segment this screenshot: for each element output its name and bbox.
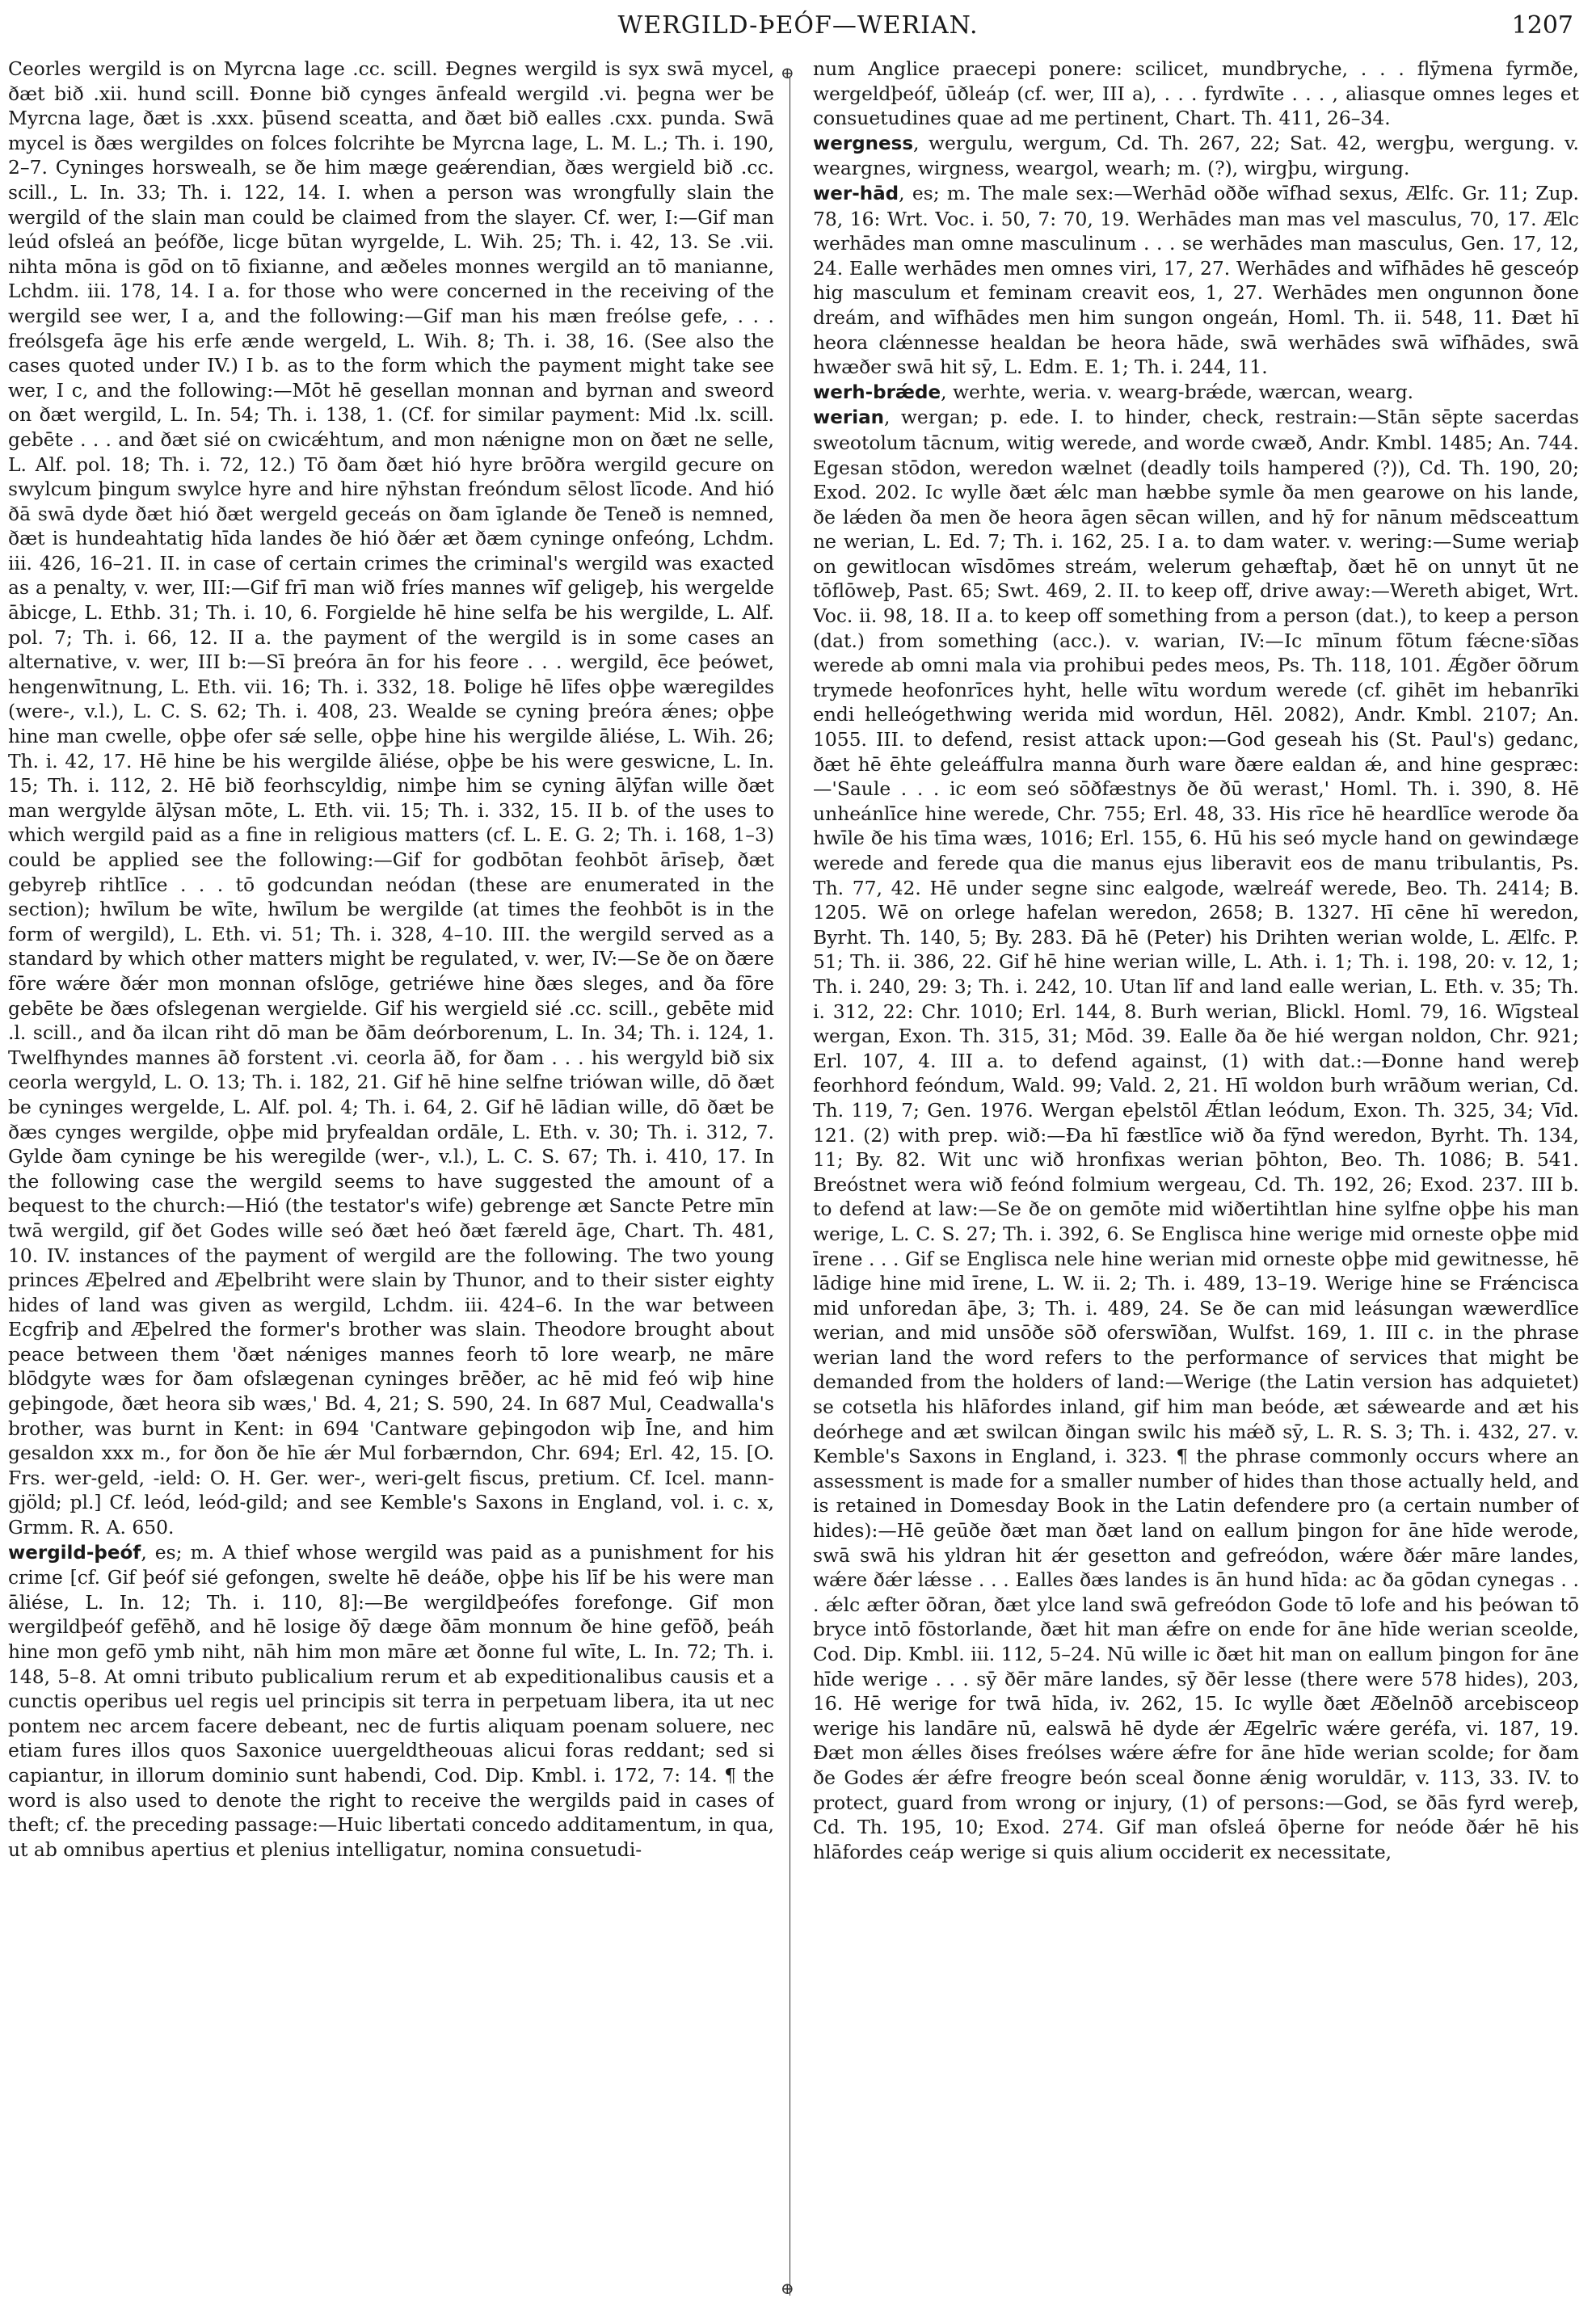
entry-werh-braede — [813, 380, 1579, 406]
headword: werh-brǽde — [813, 381, 941, 403]
entry-text: Ceorles wergild is on Myrcna lage .cc. scill. Ðegnes wergild is syx swā mycel, ðæt bið .xii. hund scill. Ðonne bið cynges ānfeald wergild .vi. þegna wer be Myrcna lage, ðæt is .xxx. þūsend sceatta, and ðæt bið ealles .cxx. punda. Swā mycel is ðæs wergildes on folces folcrihte be Myrcna lage, L. M. L.; Th. i. 190, 2–7. Cyninges horswealh, se ðe him mæge geǽrendian, ðæs wergield bið .cc. scill., L. In. 33; Th. i. 122, 14. I. when a person was wrongfully slain the wergild of the slain man could be claimed from the slayer. Cf. wer, I:—Gif man leúd ofsleá an þeófðe, licge būtan wyrgelde, L. Wih. 25; Th. i. 42, 13. Se .vii. nihta mōna is gōd on tō fixianne, and æðeles monnes wergild an tō manianne, Lchdm. iii. 178, 14. I a. for those who were concerned in the receiving of the wergild see wer, I a, and the following:—Gif man his mæn freólse gefe, . . . freólsgefa āge his erfe ænde wergeld, L. Wih. 8; Th. i. 38, 16. (See also the cases quoted under IV.) I b. as to the form which the payment might take see wer, I c, and the following:—Mōt hē gesellan monnan and byrnan and sweord on ðæt wergild, L. In. 54; Th. i. 138, 1. (Cf. for similar payment: Mid .lx. scill. gebēte . . . and ðæt sié on cwicǽhtum, and mon nǽnigne mon on ðæt ne selle, L. Alf. pol. 18; Th. i. 72, 12.) Tō ðam ðæt hió hyre brōðra wergild gecure on swylcum þingum swylce hyre and hire nȳhstan freóndum sēlost līcode. And hió ðā swā dyde ðæt hió ðæt wergeld geceás on ðam īglande ðe Teneð is nemned, ðæt is hundeahtatig hīda landes ðe hió ðǽr æt ðæm cyninge onfeóng, Lchdm. iii. 426, 16–21. II. in case of certain crimes the criminal's wergild was exacted as a penalty, v. wer, III:—Gif frī man wið fríes mannes wīf geligeþ, his wergelde ābicge, L. Ethb. 31; Th. i. 10, 6. Forgielde hē hine selfa be his wergilde, L. Alf. pol. 7; Th. i. 66, 12. II a. the payment of the wergild is in some cases an alternative, v. wer, III b:—Sī þreóra ān for his feore . . . wergild, ēce þeówet, hengenwītnung, L. Eth. vii. 16; Th. i. 332, 18. Þolige hē līfes oþþe wæregildes (were-, v.l.), L. C. S. 62; Th. i. 408, 23. Wealde se cyning þreóra ǽnes; oþþe hine man cwelle, oþþe ofer sǽ selle, oþþe hine his wergilde āliése, L. Wih. 26; Th. i. 42, 17. Hē hine be his wergilde āliése, oþþe be his were geswicne, L. In. 15; Th. i. 112, 2. Hē bið feorhscyldig, nimþe him se cyning ālȳfan wille ðæt man wergylde ālȳsan mōte, L. Eth. vii. 15; Th. i. 332, 15. II b. of the uses to which wergild paid as a fine in religious matters (cf. L. E. G. 2; Th. i. 168, 1–3) could be applied see the following:—Gif for godbōtan feohbōt ārīseþ, ðæt gebyreþ rihtlīce . . . tō godcundan neódan (these are enumerated in the section); hwīlum be wīte, hwīlum be wergilde (at times the feohbōt is in the form of wergild), L. Eth. vi. 51; Th. i. 328, 4–10. III. the wergild served as a standard by which other matters might be regulated, v. wer, IV:—Se ðe on ðære fōre wǽre ðǽr mon monnan ofslōge, getriéwe hine ðæs sleges, and ða fōre gebēte be ðæs ofslegenan wergielde. Gif his wergield sié .cc. scill., gebēte mid .l. scill., and ða ilcan riht dō man be ðām deórborenum, L. In. 34; Th. i. 124, 1. Twelfhyndes mannes āð forstent .vi. ceorla āð, for ðam . . . his wergyld bið six ceorla wergyld, L. O. 13; Th. i. 182, 21. Gif hē hine selfne triówan wille, dō ðæt be cyninges wergelde, L. Alf. pol. 4; Th. i. 64, 2. Gif hē lādian wille, dō ðæt be ðæs cynges wergilde, oþþe mid þryfealdan ordāle, L. Eth. v. 30; Th. i. 312, 7. Gylde ðam cyninge be his weregilde (wer-, v.l.), L. C. S. 67; Th. i. 410, 17. In the following case the wergild seems to have suggested the amount of a bequest to the church:—Hió (the testator's wife) gebrenge æt Sancte Petre mīn twā wergild, gif ðet Godes wille seó ðæt heó ðæt færeld āge, Chart. Th. 481, 10. IV. instances of the payment of wergild are the following. The two young princes Æþelred and Æþelbriht were slain by Thunor, and to their sister eighty hides of land was given as wergild, Lchdm. iii. 424–6. In the war between Ecgfriþ and Æþelred the former's brother was slain. Theodore brought about peace between them 'ðæt nǽniges mannes feorh tō lore wearþ, ne māre blōdgyte wæs for ðam ofslægenan cyninges brēðer, ac hē mid feó wiþ hine geþingode, ðæt heora sib wæs,' Bd. 4, 21; S. 590, 24. In 687 Mul, Ceadwalla's brother, was burnt in Kent: in 694 'Cantware geþingodon wiþ Īne, and him gesaldon xxx m., for ðon ðe hīe ǽr Mul forbærndon, Chr. 694; Erl. 42, 15. [O. Frs. wer-geld, -ield: O. H. Ger. wer-, weri-gelt fiscus, pretium. Cf. Icel. mann-gjöld; pl.] Cf. leód, leód-gild; and see Kemble's Saxons in England, vol. i. c. x, Grmm. R. A. 650. — [8, 57, 774, 1539]
column-ornament-bottom: ⊕ — [781, 2279, 794, 2298]
left-column — [8, 57, 774, 2295]
entry-wergild-theof — [8, 1540, 774, 1863]
entry-continued-latin — [813, 57, 1579, 131]
entry-text: , es; m. A thief whose wergild was paid as a punishment for his crime [cf. Gif þeóf sié gefongen, swelte hē deáðe, oþþe his līf be his were man āliése, L. In. 12; Th. i. 110, 8]:—Be wergildþeófes forefonge. Gif mon wergildþeóf gefēhð, and hē losige ðȳ dæge ðām monnum ðe hine gefōð, þeáh hine mon gefō ymb niht, nāh him mon māre æt ðonne ful wīte, L. In. 72; Th. i. 148, 5–8. At omni tributo publicalium rerum et ab expeditionalibus causis et a cunctis operibus uel regis uel principis sit terra in perpetuam libera, ita ut nec pontem nec arcem facere debeant, nec de furtis aliquam poenam soluere, nec etiam fures illos quos Saxonice uuergeldtheouas alicui foras reddant; sed si capiantur, in illorum dominio sunt habendi, Cod. Dip. Kmbl. i. 172, 7: 14. ¶ the word is also used to denote the right to receive the wergilds paid in cases of theft; cf. the preceding passage:—Huic libertati concedo additamentum, in qua, ut ab omnibus apertius et plenius intelligatur, nomina consuetudi- — [8, 1540, 774, 1861]
entry-wergness — [813, 131, 1579, 181]
entry-text: , werhte, weria. v. wearg-brǽde, wærcan, wearg. — [941, 380, 1414, 403]
running-head — [0, 10, 1596, 45]
entry-werian — [813, 405, 1579, 1864]
column-ornament-top: ⊕ — [781, 63, 794, 82]
entry-text: num Anglice praecepi ponere: scilicet, mundbryche, . . . flȳmena fyrmðe, wergeldþeóf, ūðleáp (cf. wer, III a), . . . fyrdwīte . . . , aliasque omnes leges et consuetudines quae ad me pertinent, Chart. Th. 411, 26–34. — [813, 57, 1579, 130]
entry-text: , wergan; p. ede. I. to hinder, check, restrain:—Stān sēpte sacerdas sweotolum tācnum, witig werede, and worde cwæð, Andr. Kmbl. 1485; An. 744. Egesan stōdon, weredon wælnet (deadly toils hampered (?)), Cd. Th. 190, 20; Exod. 202. Ic wylle ðæt ǽlc man hæbbe symle ða men gearowe on his lande, ðe lǽden ða men ðe heora āgen sēcan willen, and hȳ for nānum mēdsceattum ne werian, L. Ed. 7; Th. i. 162, 25. I a. to dam water. v. wering:—Sume weriaþ on gewitlocan wīsdōmes streám, welerum gehæftaþ, ðæt hē on unnyt ūt ne tōflōweþ, Past. 65; Swt. 469, 2. II. to keep off, drive away:—Wereth abiget, Wrt. Voc. ii. 98, 18. II a. to keep off something from a person (dat.), to keep a person (dat.) from something (acc.). v. warian, IV:—Ic mīnum fōtum fǽcne·sīðas werede ab omni mala via prohibui pedes meos, Ps. Th. 118, 101. Ǽgðer ōðrum trymede heofonrīces hyht, helle wītu wordum werede (cf. gihēt im hebanrīki endi helleógethwing werida mid wordun, Hēl. 2082), Andr. Kmbl. 2107; An. 1055. III. to defend, resist attack upon:—God geseah his (St. Paul's) gedanc, ðæt hē ēhte geleáffulra manna ðurh ware ðære ealdan ǽ, and hine gespræc:—'Saule . . . ic eom seó sōðfæstnys ðe ðū werast,' Homl. Th. i. 390, 8. Hē unheánlīce hine werede, Chr. 755; Erl. 48, 33. His rīce hē heardlīce werode ða hwīle ðe his tīma wæs, 1016; Erl. 155, 6. Hū his seó mycle hand on gewindæge werede and ferede qua die manus ejus liberavit eos de manu tribulantis, Ps. Th. 77, 42. Hē under segne sinc ealgode, wælreáf werede, Beo. Th. 2414; B. 1205. Wē on orlege hafelan weredon, 2658; B. 1327. Hī cēne hī weredon, Byrht. Th. 140, 5; By. 283. Ðā hē (Peter) his Drihten werian wolde, L. Ælfc. P. 51; Th. ii. 386, 22. Gif hē hine werian wille, L. Ath. i. 1; Th. i. 198, 20: v. 12, 1; Th. i. 240, 29: 3; Th. i. 242, 10. Utan līf and land ealle werian, L. Eth. v. 35; Th. i. 312, 22: Chr. 1010; Erl. 144, 8. Burh werian, Blickl. Homl. 79, 16. Wīgsteal wergan, Exon. Th. 315, 31; Mōd. 39. Ealle ða ðe hié wergan noldon, Chr. 921; Erl. 107, 4. III a. to defend against, (1) with dat.:—Ðonne hand wereþ feorhhord feóndum, Wald. 99; Vald. 2, 21. Hī woldon burh wrāðum werian, Cd. Th. 119, 7; Gen. 1976. Wergan eþelstōl Ǽtlan leódum, Exon. Th. 325, 34; Vīd. 121. (2) with prep. wið:—Ða hī fæstlīce wið ða fȳnd weredon, Byrht. Th. 134, 11; By. 82. Wit unc wið hronfixas werian þōhton, Beo. Th. 1086; B. 541. Breóstnet wera wið feónd folmium wergeau, Cd. Th. 192, 26; Exod. 237. III b. to defend at law:—Se ðe on gemōte mid wiðertihtlan hine sylfne oþþe his man werige, L. C. S. 27; Th. i. 392, 6. Se Englisca hine werige mid orneste oþþe mid īrene . . . Gif se Englisca nele hine werian mid orneste oþþe mid gewitnesse, hē lādige hine mid īrene, L. W. ii. 2; Th. i. 489, 13–19. Werige hine se Frǽncisca mid unforedan āþe, 3; Th. i. 489, 24. Se ðe can mid leásungan wæwerdlīce werian, and mid unsōðe sōð oferswīðan, Wulfst. 169, 1. III c. in the phrase werian land the word refers to the performance of services that might be demanded from the holders of land:—Werige (the Latin version has adquietet) se cotsetla his hlāfordes inland, gif him man beóde, æt sǽwearde and æt his deórhege and æt swilcan ðingan swilc his mǽð sȳ, L. R. S. 3; Th. i. 432, 27. v. Kemble's Saxons in England, i. 323. ¶ the phrase commonly occurs where an assessment is made for a smaller number of hides than those actually held, and is retained in Domesday Book in the Latin defendere pro (a certain number of hides):—Hē geūðe ðæt man ðæt land on eallum þingon for āne hīde werode, swā swā his yldran hit ǽr gesetton and gefreódon, wǽre ðǽr māre landes, wǽre ðǽr lǽsse . . . Ealles ðæs landes is ān hund hīda: ac ða gōdan cynegas . . . ǽlc æfter ōðran, ðæt ylce land swā gefreódon Gode tō lofe and his þeówan tō bryce intō fōstorlande, ðæt hit man ǽfre on ende for āne hīde werian sceolde, Cod. Dip. Kmbl. iii. 112, 5–24. Nū wille ic ðæt hit man on eallum þingon for āne hīde werige . . . sȳ ðēr māre landes, sȳ ðēr lesse (there were 578 hides), 203, 16. Hē werige for twā hīda, iv. 262, 15. Ic wylle ðæt Æðelnōð arcebisceop werige his landāre nū, ealswā hē dyde ǽr Ægelrīc wǽre geréfa, vi. 187, 19. Ðæt mon ǽlles ðises freólses wǽre ǽfre for āne hīde werian scolde; for ðam ðe Godes ǽr ǽfre freogre beón sceal ðonne ǽnig woruldār, v. 113, 33. IV. to protect, guard from wrong or injury, (1) of persons:—God, se ðās fyrd wereþ, Cd. Th. 195, 10; Exod. 274. Gif man ofsleá ōþerne for neóde ðǽr hē his hlāfordes ceáp werige si quis alium occiderit ex necessitate, — [813, 406, 1579, 1863]
headword: wergild-þeóf — [8, 1542, 141, 1564]
entry-wergild-continued — [8, 57, 774, 1540]
running-title: WERGILD-ÞEÓF—WERIAN. — [617, 11, 979, 40]
headword: werian — [813, 407, 884, 429]
page-number: 1207 — [1511, 11, 1573, 40]
headword: wergness — [813, 133, 914, 154]
entry-wer-had — [813, 181, 1579, 380]
right-column — [813, 57, 1579, 2295]
entry-text: , es; m. The male sex:—Werhād oððe wīfhad sexus, Ælfc. Gr. 11; Zup. 78, 16: Wrt. Voc. i. 50, 7: 70, 19. Werhādes man mas vel masculus, 70, 17. Ælc werhādes man omne masculinum . . . se werhādes man masculus, Gen. 17, 12, 24. Ealle werhādes men omnes viri, 17, 27. Werhādes and wīfhādes hē gesceóp hig masculum et feminam creavit eos, 1, 27. Werhādes men ongunnon ðone dreám, and wīfhādes men him sungon ongeán, Homl. Th. ii. 548, 11. Ðæt hī heora clǽnnesse healdan be heora hāde, swā werhādes swā wīfhādes, swā hwæðer swā hit sȳ, L. Edm. E. 1; Th. i. 244, 11. — [813, 181, 1579, 379]
entry-text: , wergulu, wergum, Cd. Th. 267, 22; Sat. 42, wergþu, wergung. v. weargnes, wirgness, weargol, wearh; m. (?), wirgþu, wirgung. — [813, 131, 1579, 180]
headword: wer-hād — [813, 183, 899, 204]
